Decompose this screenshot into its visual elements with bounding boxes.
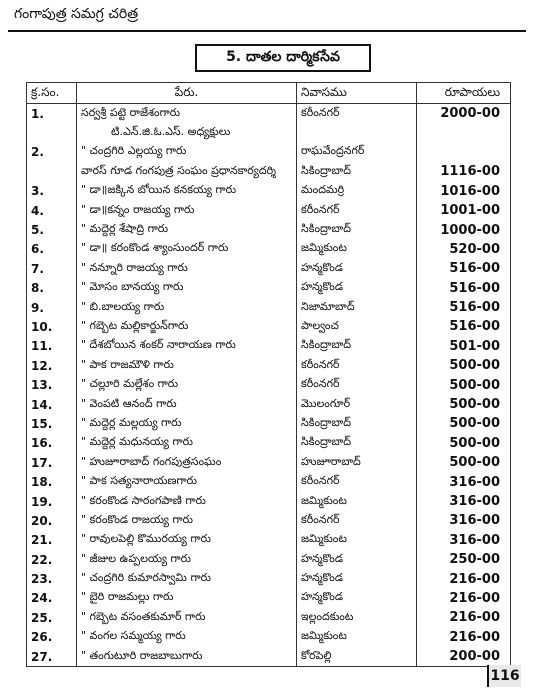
row-amount (417, 143, 511, 162)
row-place: కరీంనగర్ (297, 472, 417, 491)
row-serial: 26. (27, 628, 77, 647)
row-name: " హుజూరాబాద్ గంగపుత్రసంఘం (77, 453, 297, 472)
table-row (27, 240, 511, 259)
table-row (27, 395, 511, 414)
row-serial: 27. (27, 647, 77, 667)
table-row (27, 414, 511, 433)
page-number: 116 (487, 665, 521, 687)
row-serial (27, 123, 77, 142)
table-row (27, 259, 511, 278)
table-row (27, 608, 511, 627)
row-serial: 20. (27, 511, 77, 530)
row-amount: 1001-00 (417, 201, 511, 220)
row-name: " కరంకొండ సారంగపాణి గారు (77, 492, 297, 511)
row-amount: 516-00 (417, 298, 511, 317)
row-name: " చల్లూరి మల్లేశం గారు (77, 375, 297, 394)
row-name: " వంగల సమ్మయ్య గారు (77, 628, 297, 647)
section-title: 5. దాతల దార్మికసేవ (195, 44, 371, 72)
table-row (27, 201, 511, 220)
row-amount: 316-00 (417, 511, 511, 530)
row-place: కరీంనగర్ (297, 356, 417, 375)
header-place: నివాసము (297, 83, 417, 104)
row-name: " గబ్బెట మల్లికార్జున్‌గారు (77, 317, 297, 336)
table-row (27, 220, 511, 239)
row-place (297, 123, 417, 142)
row-place: నిజామాబాద్ (297, 298, 417, 317)
table-row (27, 628, 511, 647)
row-place: కరీంనగర్ (297, 201, 417, 220)
row-serial: 14. (27, 395, 77, 414)
table-row (27, 298, 511, 317)
table-row (27, 531, 511, 550)
row-name: " చంద్రగిరి ఎల్లయ్య గారు (77, 143, 297, 162)
table-header-row (27, 83, 511, 104)
row-name: " బైరి రాజమల్లు గారు (77, 589, 297, 608)
row-name: " మద్దెర్ల మధునయ్య గారు (77, 434, 297, 453)
row-serial: 21. (27, 531, 77, 550)
table-row (27, 550, 511, 569)
table-row (27, 279, 511, 298)
row-amount: 1016-00 (417, 182, 511, 201)
row-amount: 516-00 (417, 279, 511, 298)
row-place: హన్మకొండ (297, 550, 417, 569)
table-row (27, 511, 511, 530)
row-amount: 216-00 (417, 569, 511, 588)
row-serial: 9. (27, 298, 77, 317)
row-name: " కరంకొండ రాజయ్య గారు (77, 511, 297, 530)
table-row (27, 647, 511, 667)
row-serial: 19. (27, 492, 77, 511)
row-amount: 1000-00 (417, 220, 511, 239)
row-place: హన్మకొండ (297, 569, 417, 588)
row-amount: 500-00 (417, 453, 511, 472)
row-amount: 516-00 (417, 317, 511, 336)
row-serial: 2. (27, 143, 77, 162)
row-amount: 216-00 (417, 608, 511, 627)
row-serial: 5. (27, 220, 77, 239)
row-amount: 516-00 (417, 259, 511, 278)
row-place: సికింద్రాబాద్ (297, 162, 417, 181)
row-amount: 2000-00 (417, 104, 511, 124)
table-row (27, 317, 511, 336)
row-serial: 25. (27, 608, 77, 627)
row-place: సికింద్రాబాద్ (297, 414, 417, 433)
row-name: " వెంపటి ఆనంద్ గారు (77, 395, 297, 414)
row-place: జమ్మికుంట (297, 628, 417, 647)
row-serial: 6. (27, 240, 77, 259)
row-serial: 17. (27, 453, 77, 472)
row-name: " మద్దెర్ల శేషాద్రి గారు (77, 220, 297, 239)
row-place: కరీంనగర్ (297, 511, 417, 530)
row-amount: 500-00 (417, 434, 511, 453)
row-amount: 500-00 (417, 375, 511, 394)
row-name: " దేశబోయిన శంకర్ నారాయణ గారు (77, 337, 297, 356)
row-amount: 316-00 (417, 472, 511, 491)
table-row (27, 143, 511, 162)
row-name: " మద్దెర్ల మల్లయ్య గారు (77, 414, 297, 433)
table-row (27, 162, 511, 181)
row-serial: 22. (27, 550, 77, 569)
table-row (27, 492, 511, 511)
row-serial: 16. (27, 434, 77, 453)
row-place: రాఘవేంద్రనగర్ (297, 143, 417, 162)
row-amount: 200-00 (417, 647, 511, 667)
table-row (27, 337, 511, 356)
row-place: సికింద్రాబాద్ (297, 434, 417, 453)
row-place: హన్మకొండ (297, 259, 417, 278)
row-name: " డా॥ కరంకొండ శ్యాంసుందర్ గారు (77, 240, 297, 259)
header-serial: క్ర.సం. (27, 83, 77, 104)
row-amount: 216-00 (417, 589, 511, 608)
header-amount: రూపాయలు (417, 83, 511, 104)
row-amount: 520-00 (417, 240, 511, 259)
row-name: " గబ్బెట వసంతకుమార్ గారు (77, 608, 297, 627)
row-amount: 500-00 (417, 356, 511, 375)
row-name: " రావులపెల్లి కొమురయ్య గారు (77, 531, 297, 550)
row-name: వారస్ గూడ గంగపుత్ర సంఘం ప్రధానకార్యదర్శి (77, 162, 297, 181)
row-name: " బి.బాలయ్య గారు (77, 298, 297, 317)
row-place: హుజూరాబాద్ (297, 453, 417, 472)
row-name-note: టి.ఎన్.జి.ఓ.ఎస్. అధ్యక్షులు (111, 125, 231, 139)
table-row (27, 104, 511, 124)
row-serial: 23. (27, 569, 77, 588)
row-place: మొలంగూర్ (297, 395, 417, 414)
row-serial: 18. (27, 472, 77, 491)
row-place: కోరపెల్లి (297, 647, 417, 667)
row-amount (417, 123, 511, 142)
row-place: హన్మకొండ (297, 589, 417, 608)
row-place: కరీంనగర్ (297, 104, 417, 124)
table-row (27, 375, 511, 394)
row-name: " పాక రాజమౌళి గారు (77, 356, 297, 375)
row-name: " పాక సత్యనారాయణగారు (77, 472, 297, 491)
row-serial: 10. (27, 317, 77, 336)
row-serial: 7. (27, 259, 77, 278)
row-serial: 4. (27, 201, 77, 220)
row-amount: 316-00 (417, 531, 511, 550)
row-place: జమ్మికుంట (297, 492, 417, 511)
donors-table (26, 82, 511, 667)
running-head: గంగాపుత్ర సమగ్ర చరిత్ర (14, 6, 139, 22)
row-name: " డా॥జక్కిన బోయిన కనకయ్య గారు (77, 182, 297, 201)
row-serial (27, 162, 77, 181)
row-amount: 316-00 (417, 492, 511, 511)
row-serial: 11. (27, 337, 77, 356)
row-serial: 12. (27, 356, 77, 375)
row-place: సికింద్రాబాద్ (297, 220, 417, 239)
row-place: ఇల్లందకుంట (297, 608, 417, 627)
row-place: హన్మకొండ (297, 279, 417, 298)
header-name: పేరు. (77, 83, 297, 104)
row-name: " మోసం బానయ్య గారు (77, 279, 297, 298)
row-name: " నన్నూరి రాజయ్య గారు (77, 259, 297, 278)
table-row (27, 434, 511, 453)
table-row (27, 356, 511, 375)
row-place: కరీంనగర్ (297, 375, 417, 394)
row-name (77, 123, 297, 142)
table-row (27, 123, 511, 142)
row-place: మందమర్రి (297, 182, 417, 201)
table-row (27, 472, 511, 491)
row-serial: 1. (27, 104, 77, 124)
row-amount: 1116-00 (417, 162, 511, 181)
row-amount: 216-00 (417, 628, 511, 647)
row-serial: 8. (27, 279, 77, 298)
row-name: " తంగుటూరి రాజబాబుగారు (77, 647, 297, 667)
row-name: " జీజుల ఉప్పలయ్య గారు (77, 550, 297, 569)
header-rule (8, 30, 526, 32)
row-name: " డా॥కన్నం రాజయ్య గారు (77, 201, 297, 220)
row-place: జమ్మికుంట (297, 240, 417, 259)
row-name: సర్వశ్రీ పట్టె రాజేశంగారు (77, 104, 297, 124)
row-serial: 3. (27, 182, 77, 201)
row-place: జమ్మికుంట (297, 531, 417, 550)
row-amount: 500-00 (417, 395, 511, 414)
row-amount: 250-00 (417, 550, 511, 569)
row-amount: 501-00 (417, 337, 511, 356)
row-serial: 24. (27, 589, 77, 608)
table-row (27, 453, 511, 472)
row-place: సికింద్రాబాద్ (297, 337, 417, 356)
row-serial: 13. (27, 375, 77, 394)
table-row (27, 569, 511, 588)
row-name: " చంద్రగిరి కుమారస్వామి గారు (77, 569, 297, 588)
row-place: పాల్వంచ (297, 317, 417, 336)
table-row (27, 589, 511, 608)
row-serial: 15. (27, 414, 77, 433)
table-row (27, 182, 511, 201)
row-amount: 500-00 (417, 414, 511, 433)
